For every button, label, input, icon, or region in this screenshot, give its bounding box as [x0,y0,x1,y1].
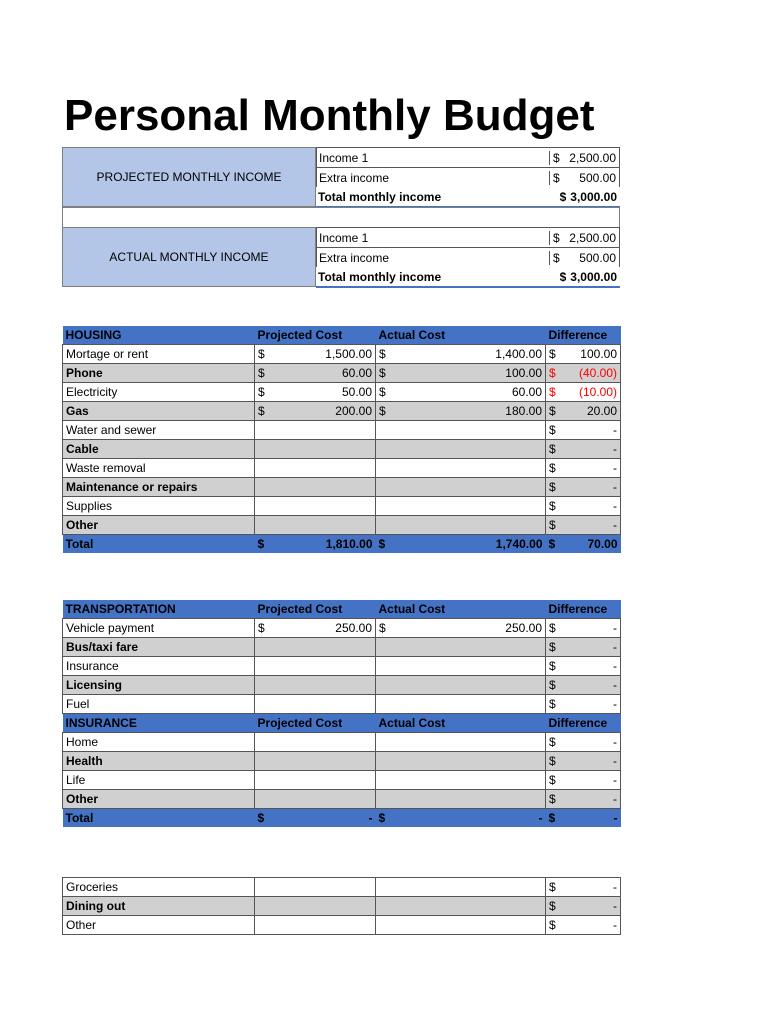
currency-symbol: $ [549,518,556,532]
amount-value: - [613,499,617,513]
money-cell [255,497,376,516]
transportation-table [62,600,621,827]
table-row [63,790,621,809]
header-cell: Projected Cost [255,600,376,619]
money-cell [255,478,376,497]
money-cell [376,733,546,752]
money-cell [546,657,621,676]
amount-value: (40.00) [578,366,617,380]
money-cell [376,657,546,676]
currency-symbol: $ [549,678,556,692]
money-cell [546,878,621,897]
currency-symbol: $ [549,461,556,475]
money-cell [546,402,621,421]
money-cell [376,695,546,714]
money-cell [255,771,376,790]
amount-value: 250.00 [505,621,542,635]
amount-value: 1,810.00 [325,537,373,551]
total-row [63,809,621,828]
currency-symbol: $ [549,697,556,711]
money-cell [255,809,376,828]
housing-table [62,326,621,553]
header-cell: Projected Cost [255,714,376,733]
table-row [63,897,621,916]
income-line [316,167,620,187]
money-cell [546,535,621,554]
amount-value: 200.00 [335,404,372,418]
amount-value: 20.00 [586,404,617,418]
row-label: Electricity [63,383,255,402]
currency-symbol: $ [549,880,556,894]
currency-symbol: $ [553,170,560,185]
currency-symbol: $ [559,269,567,284]
money-cell [255,676,376,695]
table-row [63,638,621,657]
section-header-row [63,326,621,345]
money-cell [546,733,621,752]
currency-symbol: $ [553,150,560,165]
money-cell [546,619,621,638]
amount-value: 3,000.00 [570,269,617,284]
money-cell [255,878,376,897]
money-cell [376,809,546,828]
money-cell [255,790,376,809]
actual-income-label: ACTUAL MONTHLY INCOME [62,227,316,287]
amount-value: - [613,423,617,437]
amount-value: 2,500.00 [569,230,616,245]
money-cell [376,676,546,695]
currency-symbol: $ [257,537,265,551]
table-row [63,497,621,516]
header-cell: INSURANCE [63,714,255,733]
money-cell [255,638,376,657]
income-line [316,147,620,167]
currency-symbol: $ [548,537,556,551]
amount-value: - [613,811,618,825]
row-label: Total [63,535,255,554]
money-cell [255,535,376,554]
income-line-amount [550,190,620,204]
currency-symbol: $ [379,366,386,380]
money-cell [546,383,621,402]
amount-value: (10.00) [578,385,617,399]
money-cell [376,478,546,497]
currency-symbol: $ [549,385,556,399]
money-cell [376,771,546,790]
header-cell: Actual Cost [376,714,546,733]
row-label: Maintenance or repairs [63,478,255,497]
row-label: Bus/taxi fare [63,638,255,657]
money-cell [255,516,376,535]
header-cell: Difference [546,600,621,619]
amount-value: - [613,678,617,692]
actual-income-block [62,227,620,287]
row-label: Licensing [63,676,255,695]
income-line-amount [549,151,619,165]
currency-symbol: $ [553,250,560,265]
income-line-amount [550,270,620,284]
amount-value: 1,740.00 [495,537,543,551]
money-cell [546,676,621,695]
currency-symbol: $ [378,811,386,825]
amount-value: - [613,442,617,456]
amount-value: 60.00 [511,385,542,399]
money-cell [255,383,376,402]
table-row [63,459,621,478]
amount-value: 500.00 [579,250,616,265]
section-header-row [63,600,621,619]
page-title: Personal Monthly Budget [64,91,595,140]
amount-value: - [613,918,617,932]
money-cell [546,897,621,916]
amount-value: - [613,518,617,532]
amount-value: - [538,811,543,825]
money-cell [376,878,546,897]
money-cell [255,752,376,771]
currency-symbol: $ [553,230,560,245]
row-label: Home [63,733,255,752]
money-cell [255,897,376,916]
money-cell [546,790,621,809]
table-row [63,695,621,714]
amount-value: 180.00 [505,404,542,418]
row-label: Gas [63,402,255,421]
money-cell [255,695,376,714]
money-cell [376,619,546,638]
currency-symbol: $ [379,385,386,399]
amount-value: 500.00 [579,170,616,185]
money-cell [255,459,376,478]
header-cell: Actual Cost [376,326,546,345]
currency-symbol: $ [549,918,556,932]
currency-symbol: $ [258,621,265,635]
currency-symbol: $ [549,442,556,456]
income-line [316,227,620,247]
currency-symbol: $ [549,640,556,654]
table-row [63,878,621,897]
money-cell [255,421,376,440]
currency-symbol: $ [548,811,556,825]
money-cell [376,364,546,383]
currency-symbol: $ [378,537,386,551]
money-cell [546,516,621,535]
currency-symbol: $ [549,659,556,673]
amount-value: - [613,899,617,913]
money-cell [546,638,621,657]
amount-value: - [613,735,617,749]
currency-symbol: $ [549,735,556,749]
money-cell [376,345,546,364]
row-label: Supplies [63,497,255,516]
money-cell [546,809,621,828]
amount-value: - [613,697,617,711]
amount-value: 100.00 [580,347,617,361]
table-row [63,771,621,790]
currency-symbol: $ [258,347,265,361]
money-cell [546,771,621,790]
currency-symbol: $ [549,480,556,494]
money-cell [376,497,546,516]
amount-value: - [613,480,617,494]
table-row [63,916,621,935]
currency-symbol: $ [257,811,265,825]
money-cell [546,459,621,478]
income-line-name: Extra income [319,250,390,265]
row-label: Fuel [63,695,255,714]
money-cell [376,752,546,771]
amount-value: - [613,880,617,894]
table-row [63,345,621,364]
table-row [63,619,621,638]
currency-symbol: $ [379,621,386,635]
income-line-name: Income 1 [319,150,369,165]
table-row [63,478,621,497]
income-line-amount [549,231,619,245]
money-cell [376,516,546,535]
row-label: Life [63,771,255,790]
money-cell [376,421,546,440]
amount-value: - [613,621,617,635]
currency-symbol: $ [379,347,386,361]
money-cell [546,345,621,364]
currency-symbol: $ [549,621,556,635]
income-line-name: Income 1 [319,230,369,245]
income-line [316,247,620,267]
money-cell [376,402,546,421]
section-header-row [63,714,621,733]
amount-value: - [613,640,617,654]
amount-value: 1,500.00 [325,347,372,361]
header-cell: Projected Cost [255,326,376,345]
actual-income-lines [316,227,620,288]
projected-income-label: PROJECTED MONTHLY INCOME [62,147,316,207]
amount-value: 2,500.00 [569,150,616,165]
currency-symbol: $ [559,189,567,204]
amount-value: 50.00 [341,385,372,399]
amount-value: - [613,461,617,475]
total-row [63,535,621,554]
row-label: Dining out [63,897,255,916]
amount-value: - [613,792,617,806]
income-line-name: Total monthly income [318,189,442,204]
money-cell [546,478,621,497]
row-label: Health [63,752,255,771]
income-line [316,187,620,208]
currency-symbol: $ [549,347,556,361]
table-row [63,733,621,752]
amount-value: - [613,754,617,768]
income-line [316,267,620,288]
spacer-row [62,207,620,228]
table-row [63,383,621,402]
amount-value: - [613,659,617,673]
money-cell [546,752,621,771]
currency-symbol: $ [549,423,556,437]
table-row [63,440,621,459]
row-label: Vehicle payment [63,619,255,638]
currency-symbol: $ [549,899,556,913]
currency-symbol: $ [549,773,556,787]
row-label: Phone [63,364,255,383]
row-label: Other [63,916,255,935]
income-line-name: Total monthly income [318,269,442,284]
currency-symbol: $ [258,385,265,399]
money-cell [376,638,546,657]
header-cell: Difference [546,714,621,733]
row-label: Total [63,809,255,828]
money-cell [376,535,546,554]
money-cell [255,619,376,638]
money-cell [255,440,376,459]
header-cell: TRANSPORTATION [63,600,255,619]
table-row [63,516,621,535]
currency-symbol: $ [258,404,265,418]
row-label: Groceries [63,878,255,897]
table-row [63,657,621,676]
money-cell [255,657,376,676]
currency-symbol: $ [258,366,265,380]
amount-value: 60.00 [341,366,372,380]
money-cell [376,440,546,459]
row-label: Insurance [63,657,255,676]
currency-symbol: $ [379,404,386,418]
header-cell: Difference [546,326,621,345]
money-cell [546,916,621,935]
amount-value: - [368,811,373,825]
row-label: Other [63,516,255,535]
income-line-amount [549,251,619,265]
amount-value: 250.00 [335,621,372,635]
income-line-amount [549,171,619,185]
money-cell [255,345,376,364]
row-label: Water and sewer [63,421,255,440]
amount-value: 70.00 [587,537,618,551]
money-cell [376,459,546,478]
amount-value: 100.00 [505,366,542,380]
projected-income-lines [316,147,620,208]
table-row [63,364,621,383]
row-label: Other [63,790,255,809]
money-cell [546,497,621,516]
money-cell [546,695,621,714]
money-cell [546,440,621,459]
table-row [63,676,621,695]
money-cell [255,733,376,752]
currency-symbol: $ [549,754,556,768]
money-cell [255,402,376,421]
money-cell [255,364,376,383]
money-cell [376,790,546,809]
food-table [62,877,621,935]
header-cell: Actual Cost [376,600,546,619]
money-cell [255,916,376,935]
currency-symbol: $ [549,404,556,418]
table-row [63,421,621,440]
currency-symbol: $ [549,366,556,380]
table-row [63,402,621,421]
amount-value: 3,000.00 [570,189,617,204]
money-cell [376,916,546,935]
row-label: Cable [63,440,255,459]
amount-value: - [613,773,617,787]
money-cell [376,897,546,916]
money-cell [546,421,621,440]
table-row [63,752,621,771]
projected-income-block [62,147,620,207]
amount-value: 1,400.00 [495,347,542,361]
header-cell: HOUSING [63,326,255,345]
row-label: Waste removal [63,459,255,478]
money-cell [376,383,546,402]
currency-symbol: $ [549,792,556,806]
row-label: Mortage or rent [63,345,255,364]
currency-symbol: $ [549,499,556,513]
money-cell [546,364,621,383]
income-line-name: Extra income [319,170,390,185]
